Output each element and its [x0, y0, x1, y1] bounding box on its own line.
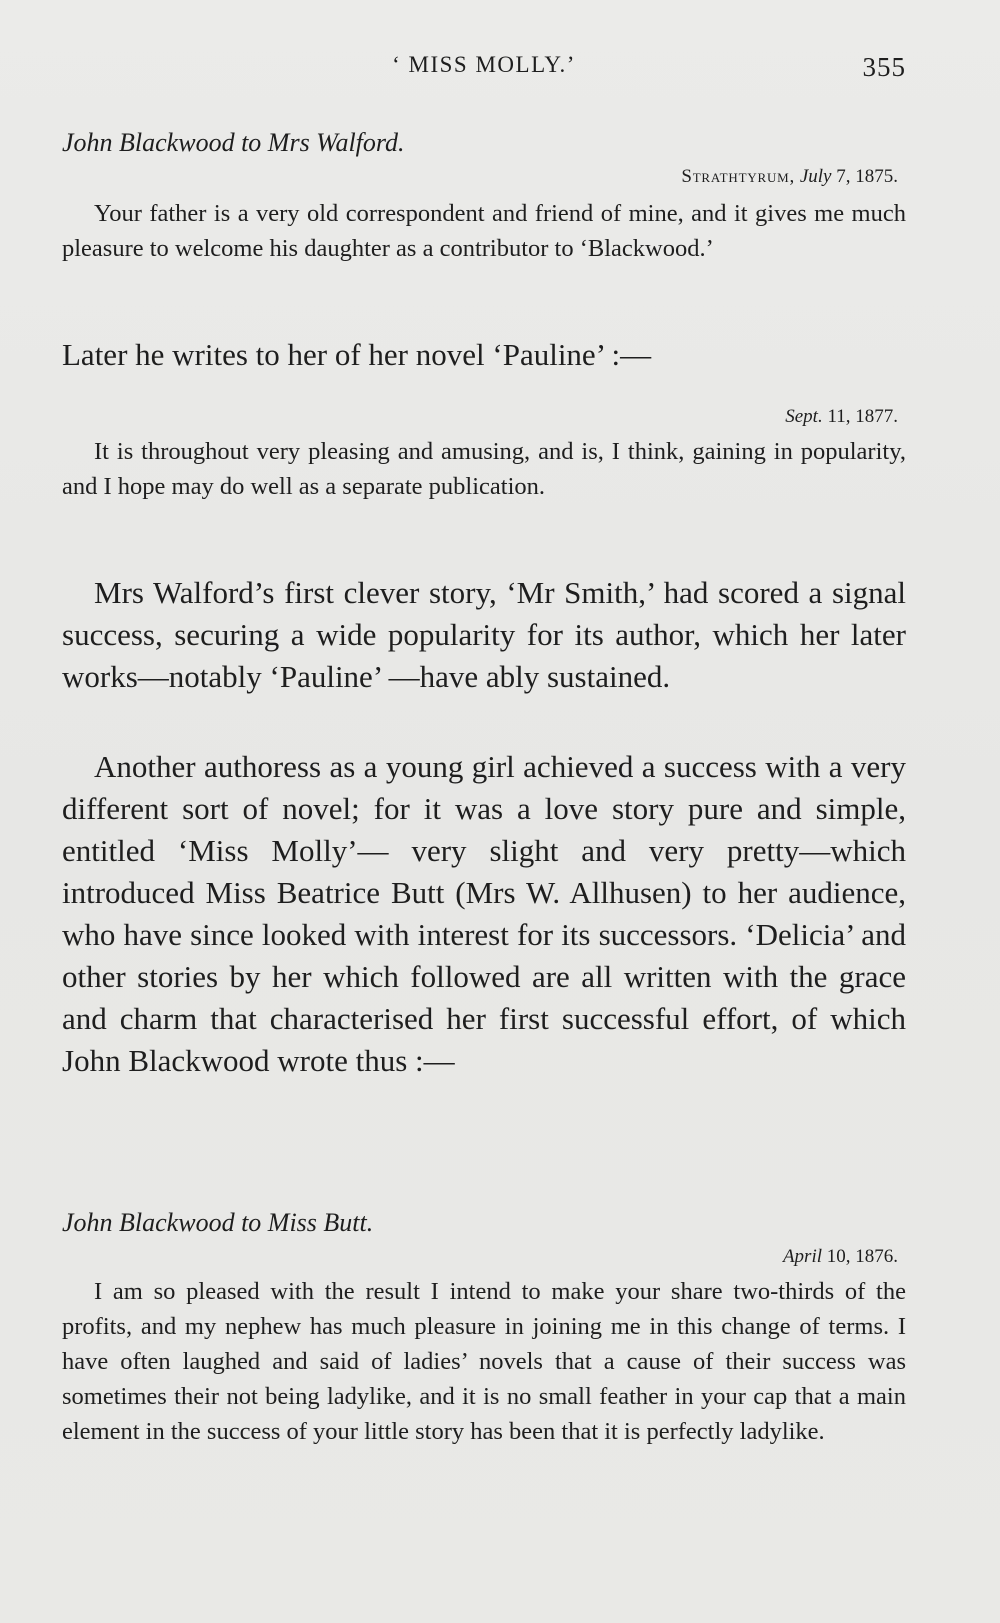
letter-butt-1876	[62, 1208, 906, 1449]
dateline-place: Strathtyrum,	[681, 166, 796, 187]
paragraph-text: Another authoress as a young girl achieved a success with a very different sort of novel; for it was a love story pure and simple, entitled ‘Miss Molly’— very slight and very pretty—which introduced Miss Beatrice Butt (Mrs W. Allhusen) to her audience, who have since looked with interest for its successors. ‘Delicia’ and other stories by her which followed are all written with the grace and charm that characterised her first successful effort, of which John Blackwood wrote thus :—	[62, 749, 906, 1078]
dateline-month: July	[799, 166, 832, 187]
body-paragraph-2	[62, 746, 906, 1082]
dateline-day-year: 7, 1875.	[836, 166, 898, 187]
bridge-text: Later he writes to her of her novel ‘Pauline’ :—	[62, 337, 652, 372]
dateline	[62, 406, 906, 428]
body-paragraph-1	[62, 572, 906, 698]
dateline-day-year: 11, 1877.	[827, 406, 898, 427]
page-header	[62, 52, 906, 92]
running-title: ‘ MISS MOLLY.’	[392, 52, 576, 77]
dateline-month: Sept.	[785, 406, 823, 427]
dateline-day-year: 10, 1876.	[826, 1246, 898, 1267]
dateline	[62, 1246, 906, 1268]
paragraph-text: Mrs Walford’s first clever story, ‘Mr Smith,’ had scored a signal success, securing a wide popularity for its author, which her later works—notably ‘Pauline’ —have ably sustained.	[62, 575, 906, 694]
letter-walford-1875	[62, 128, 906, 266]
dateline	[62, 166, 906, 188]
letter-heading: John Blackwood to Miss Butt.	[62, 1208, 374, 1237]
bridge-paragraph	[62, 334, 906, 376]
letter-body: I am so pleased with the result I intend to make your share two-thirds of the profits, and my nephew has much pleasure in joining me in this change of terms. I have often laughed and said of ladies’ novels that a cause of their success was sometimes their not being ladylike, and it is no small feather in your cap that a main element in the success of your little story has been that it is perfectly ladylike.	[62, 1278, 906, 1445]
letter-body: It is throughout very pleasing and amusing, and is, I think, gaining in popularity, and I hope may do well as a separate publication.	[62, 438, 906, 500]
letter-body: Your father is a very old correspondent and friend of mine, and it gives me much pleasure to welcome his daughter as a contributor to ‘Blackwood.’	[62, 200, 906, 262]
page-number: 355	[862, 52, 906, 82]
letter-walford-1877	[62, 398, 906, 504]
letter-heading: John Blackwood to Mrs Walford.	[62, 128, 405, 157]
dateline-month: April	[782, 1246, 822, 1267]
